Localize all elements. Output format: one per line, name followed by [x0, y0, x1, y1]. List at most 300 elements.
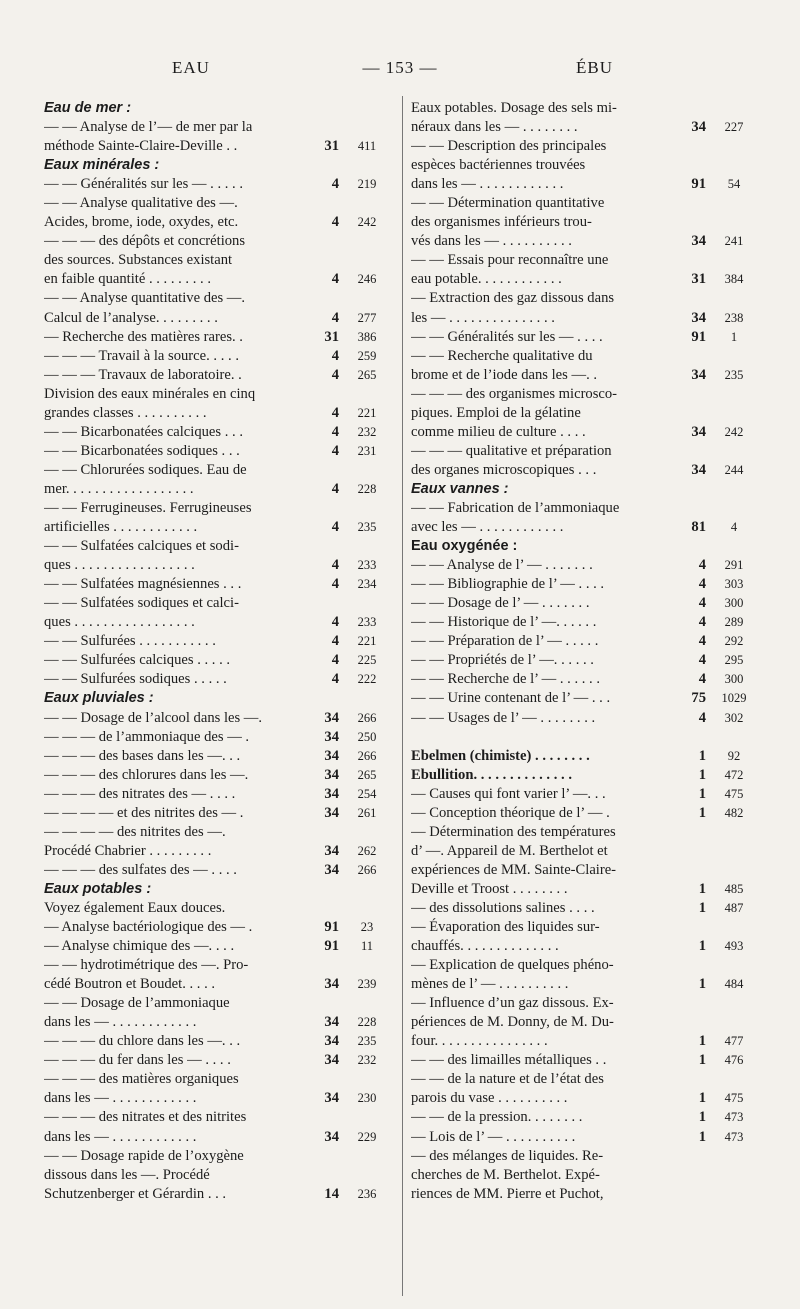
entry-text: — Explication de quelques phéno-: [411, 957, 614, 974]
volume-number: 91: [691, 176, 706, 193]
page-number: 54: [727, 177, 741, 192]
index-entry: [44, 670, 397, 689]
page-number: 235: [724, 367, 744, 382]
entry-text: — — — des matières organiques: [44, 1071, 239, 1088]
volume-number: 91: [324, 938, 339, 955]
entry-text: — — Dosage rapide de l’oxygène: [44, 1147, 244, 1164]
index-continuation-line: [411, 1147, 764, 1166]
page-number: 246: [357, 272, 377, 287]
page-number: 1029: [721, 691, 747, 706]
entry-text: méthode Sainte-Claire-Deville . .: [44, 138, 238, 155]
page-number: 228: [357, 481, 377, 496]
entry-text: — — — des nitrates et des nitrites: [44, 1109, 247, 1126]
entry-text: mènes de l’ — . . . . . . . . . .: [411, 976, 569, 993]
index-continuation-line: [411, 213, 764, 232]
entry-text: Eau oxygénée :: [411, 538, 518, 555]
entry-text: des sources. Substances existant: [44, 252, 233, 269]
entry-text: — — Description des principales: [411, 138, 607, 155]
page-number: 235: [357, 520, 377, 535]
index-entry: [44, 613, 397, 632]
page-number: 493: [724, 939, 744, 954]
volume-number: 1: [698, 766, 706, 783]
volume-number: 34: [324, 976, 339, 993]
volume-number: 1: [698, 938, 706, 955]
entry-text: dans les — . . . . . . . . . . . .: [44, 1014, 197, 1031]
page-number: 222: [357, 672, 377, 687]
entry-text: — — Sulfurées sodiques . . . . .: [44, 671, 227, 688]
entry-text: — Causes qui font varier l’ —. . .: [411, 785, 606, 802]
page-number: 289: [724, 615, 744, 630]
entry-text: — — Urine contenant de l’ — . . .: [411, 690, 611, 707]
page-number: 227: [724, 120, 744, 135]
volume-number: 34: [324, 785, 339, 802]
entry-text: mer. . . . . . . . . . . . . . . . . .: [44, 480, 194, 497]
index-continuation-line: [411, 1185, 764, 1204]
index-continuation-line: [44, 232, 397, 251]
entry-text: — — Historique de l’ —. . . . . .: [411, 614, 597, 631]
entry-text: Eaux potables :: [44, 880, 152, 897]
index-entry: [411, 556, 764, 575]
page-number: 242: [724, 424, 744, 439]
volume-number: 4: [331, 271, 339, 288]
left-index-column: [44, 99, 397, 1204]
entry-text: dans les — . . . . . . . . . . . .: [44, 1128, 197, 1145]
page-number: 254: [357, 786, 377, 801]
index-heading: [44, 156, 397, 175]
volume-number: 75: [691, 690, 706, 707]
volume-number: 4: [331, 214, 339, 231]
entry-text: Procédé Chabrier . . . . . . . . .: [44, 842, 212, 859]
index-entry: [411, 937, 764, 956]
volume-number: 91: [324, 919, 339, 936]
entry-text: — Analyse chimique des —. . . .: [44, 938, 235, 955]
index-entry: [44, 937, 397, 956]
index-continuation-line: [411, 385, 764, 404]
index-entry: [44, 1089, 397, 1108]
volume-number: 4: [698, 576, 706, 593]
index-entry: [411, 899, 764, 918]
page-number: 221: [357, 405, 377, 420]
page-number: 239: [357, 977, 377, 992]
page-number: 225: [357, 653, 377, 668]
index-entry: [44, 1051, 397, 1070]
volume-number: 34: [324, 709, 339, 726]
entry-text: cherches de M. Berthelot. Expé-: [411, 1166, 600, 1183]
index-entry: [44, 366, 397, 385]
entry-text: — — Sulfatées magnésiennes . . .: [44, 576, 242, 593]
index-entry: [44, 328, 397, 347]
page-number: 262: [357, 843, 377, 858]
volume-number: 4: [698, 709, 706, 726]
page-number: 259: [357, 348, 377, 363]
volume-number: 4: [331, 366, 339, 383]
entry-text: — — Recherche de l’ — . . . . . .: [411, 671, 600, 688]
index-entry: [411, 1089, 764, 1108]
page-number: 232: [357, 424, 377, 439]
index-heading: [44, 99, 397, 118]
volume-number: 34: [324, 1014, 339, 1031]
index-continuation-line: [44, 1108, 397, 1127]
index-entry: [44, 1185, 397, 1204]
volume-number: 4: [698, 671, 706, 688]
entry-text: — — — du fer dans les — . . . .: [44, 1052, 231, 1069]
entry-text: des organes microscopiques . . .: [411, 461, 597, 478]
page-number: 300: [724, 672, 744, 687]
index-entry: [44, 213, 397, 232]
index-entry: [44, 747, 397, 766]
index-entry: [44, 137, 397, 156]
entry-text: — des mélanges de liquides. Re-: [411, 1147, 604, 1164]
page-number: 11: [360, 939, 374, 954]
page-number: 487: [724, 900, 744, 915]
volume-number: 1: [698, 1052, 706, 1069]
index-continuation-line: [411, 1013, 764, 1032]
entry-text: — — Chlorurées sodiques. Eau de: [44, 461, 247, 478]
entry-text: des organismes inférieurs trou-: [411, 214, 592, 231]
volume-number: 4: [331, 557, 339, 574]
volume-number: 4: [698, 595, 706, 612]
entry-text: dans les — . . . . . . . . . . . .: [411, 176, 564, 193]
entry-text: Division des eaux minérales en cinq: [44, 385, 256, 402]
entry-text: — des dissolutions salines . . . .: [411, 899, 595, 916]
volume-number: 4: [331, 309, 339, 326]
volume-number: 1: [698, 880, 706, 897]
entry-text: parois du vase . . . . . . . . . .: [411, 1090, 568, 1107]
page-number: 384: [724, 272, 744, 287]
volume-number: 34: [691, 366, 706, 383]
entry-text: four. . . . . . . . . . . . . . . .: [411, 1033, 548, 1050]
index-continuation-line: [411, 251, 764, 270]
entry-text: Eaux minérales :: [44, 157, 160, 174]
index-continuation-line: [411, 956, 764, 975]
index-continuation-line: [44, 1070, 397, 1089]
index-entry: [411, 175, 764, 194]
entry-text: espèces bactériennes trouvées: [411, 157, 586, 174]
index-entry: [411, 766, 764, 785]
index-continuation-line: [411, 289, 764, 308]
entry-text: — — Détermination quantitative: [411, 195, 605, 212]
index-continuation-line: [44, 289, 397, 308]
page-number: 221: [357, 634, 377, 649]
entry-text: comme milieu de culture . . . .: [411, 423, 586, 440]
page-number: 244: [724, 462, 744, 477]
entry-text: — Influence d’un gaz dissous. Ex-: [411, 995, 614, 1012]
volume-number: 34: [324, 861, 339, 878]
index-entry: [44, 556, 397, 575]
page-number: 266: [357, 710, 377, 725]
volume-number: 34: [324, 1128, 339, 1145]
page-number: 4: [730, 520, 738, 535]
entry-text: Schutzenberger et Gérardin . . .: [44, 1185, 227, 1202]
index-continuation-line: [44, 385, 397, 404]
entry-text: — — — de l’ammoniaque des — .: [44, 728, 250, 745]
page-number: 475: [724, 786, 744, 801]
index-entry: [44, 632, 397, 651]
volume-number: 1: [698, 804, 706, 821]
page-number: 411: [357, 139, 377, 154]
page-number: 485: [724, 881, 744, 896]
entry-text: piques. Emploi de la gélatine: [411, 404, 581, 421]
volume-number: 31: [324, 138, 339, 155]
page-number: 476: [724, 1053, 744, 1068]
index-entry: [411, 594, 764, 613]
entry-text: — — Bibliographie de l’ — . . . .: [411, 576, 605, 593]
page-number: 231: [357, 443, 377, 458]
index-entry: [411, 309, 764, 328]
entry-text: — — Bicarbonatées sodiques . . .: [44, 442, 240, 459]
volume-number: 4: [331, 442, 339, 459]
index-entry: [411, 366, 764, 385]
index-entry: [411, 518, 764, 537]
index-continuation-line: [411, 442, 764, 461]
entry-text: — Évaporation des liquides sur-: [411, 919, 600, 936]
volume-number: 34: [691, 309, 706, 326]
index-entry: [411, 785, 764, 804]
volume-number: 34: [324, 1052, 339, 1069]
index-heading: [411, 480, 764, 499]
volume-number: 4: [331, 671, 339, 688]
volume-number: 4: [331, 633, 339, 650]
volume-number: 4: [698, 633, 706, 650]
page-number: 302: [724, 710, 744, 725]
volume-number: 4: [331, 404, 339, 421]
index-entry: [411, 747, 764, 766]
entry-text: — — Analyse qualitative des —.: [44, 195, 238, 212]
index-entry: [44, 842, 397, 861]
index-continuation-line: [44, 594, 397, 613]
entry-text: Eaux vannes :: [411, 480, 509, 497]
volume-number: 1: [698, 976, 706, 993]
entry-text: — Recherche des matières rares. .: [44, 328, 243, 345]
page-number: 229: [357, 1129, 377, 1144]
index-entry: [44, 442, 397, 461]
volume-number: 31: [691, 271, 706, 288]
entry-text: les — . . . . . . . . . . . . . . .: [411, 309, 555, 326]
entry-text: — Lois de l’ — . . . . . . . . . .: [411, 1128, 576, 1145]
entry-text: — — — du chlore dans les —. . .: [44, 1033, 241, 1050]
index-continuation-line: [44, 537, 397, 556]
index-continuation-line: [411, 347, 764, 366]
entry-text: — — — des chlorures dans les —.: [44, 766, 249, 783]
volume-number: 4: [331, 347, 339, 364]
page-number: 219: [357, 177, 377, 192]
volume-number: 34: [324, 1090, 339, 1107]
entry-text: Eau de mer :: [44, 100, 132, 116]
entry-text: périences de M. Donny, de M. Du-: [411, 1014, 614, 1031]
entry-text: — — Fabrication de l’ammoniaque: [411, 499, 620, 516]
page-number: 233: [357, 615, 377, 630]
volume-number: 34: [324, 1033, 339, 1050]
page-number: 291: [724, 558, 744, 573]
index-entry: [44, 918, 397, 937]
index-entry: [44, 518, 397, 537]
index-continuation-line: [44, 461, 397, 480]
index-entry: [411, 328, 764, 347]
entry-text: d’ —. Appareil de M. Berthelot et: [411, 842, 608, 859]
index-continuation-line: [44, 1147, 397, 1166]
entry-text: — — Sulfatées calciques et sodi-: [44, 538, 239, 555]
page-number: 232: [357, 1053, 377, 1068]
volume-number: 34: [324, 842, 339, 859]
entry-text: — — Analyse quantitative des —.: [44, 290, 246, 307]
page-number: 475: [724, 1091, 744, 1106]
entry-text: artificielles . . . . . . . . . . . .: [44, 519, 198, 536]
page-number: 233: [357, 558, 377, 573]
page-number: 23: [360, 920, 374, 935]
index-continuation-line: [44, 899, 397, 918]
entry-text: eau potable. . . . . . . . . . . .: [411, 271, 562, 288]
volume-number: 4: [698, 557, 706, 574]
index-entry: [44, 1128, 397, 1147]
entry-text: Calcul de l’analyse. . . . . . . . .: [44, 309, 218, 326]
index-entry: [411, 804, 764, 823]
entry-text: Voyez également Eaux douces.: [44, 899, 226, 916]
index-entry: [44, 861, 397, 880]
index-continuation-line: [44, 994, 397, 1013]
entry-text: — — Sulfurées . . . . . . . . . . .: [44, 633, 216, 650]
page-number: 238: [724, 310, 744, 325]
index-entry: [44, 709, 397, 728]
volume-number: 34: [691, 119, 706, 136]
index-entry: [411, 975, 764, 994]
entry-text: Ebullition. . . . . . . . . . . . . .: [411, 766, 572, 783]
index-entry: [411, 880, 764, 899]
index-entry: [44, 785, 397, 804]
page-number: 265: [357, 767, 377, 782]
volume-number: 4: [331, 519, 339, 536]
right-index-column: [411, 99, 764, 1204]
page-number: 477: [724, 1034, 744, 1049]
index-entry: [411, 651, 764, 670]
entry-text: — — Dosage de l’alcool dans les —.: [44, 709, 263, 726]
volume-number: 34: [691, 461, 706, 478]
index-continuation-line: [411, 499, 764, 518]
page-number: 303: [724, 577, 744, 592]
entry-text: — — — Travaux de laboratoire. .: [44, 366, 242, 383]
index-entry: [411, 613, 764, 632]
entry-text: — — Sulfatées sodiques et calci-: [44, 595, 239, 612]
page-number: 242: [357, 215, 377, 230]
page-number: 234: [357, 577, 377, 592]
volume-number: 34: [691, 233, 706, 250]
volume-number: 1: [698, 785, 706, 802]
index-entry: [411, 575, 764, 594]
entry-text: — — Propriétés de l’ —. . . . . .: [411, 652, 594, 669]
entry-text: Deville et Troost . . . . . . . .: [411, 880, 568, 897]
index-continuation-line: [44, 823, 397, 842]
page-number: 266: [357, 862, 377, 877]
index-continuation-line: [44, 1166, 397, 1185]
index-entry: [44, 975, 397, 994]
page-number: 230: [357, 1091, 377, 1106]
header-right-word: ÉBU: [576, 58, 613, 77]
page-number: 250: [357, 729, 377, 744]
index-entry: [44, 728, 397, 747]
index-entry: [44, 347, 397, 366]
index-continuation-line: [411, 137, 764, 156]
entry-text: — Détermination des températures: [411, 823, 616, 840]
index-continuation-line: [411, 1166, 764, 1185]
volume-number: 4: [331, 614, 339, 631]
index-continuation-line: [44, 251, 397, 270]
index-continuation-line: [411, 99, 764, 118]
volume-number: 91: [691, 328, 706, 345]
header-page-number: — 153 —: [362, 58, 438, 77]
volume-number: 34: [324, 804, 339, 821]
entry-text: — — Recherche qualitative du: [411, 347, 593, 364]
index-entry: [411, 270, 764, 289]
page-number: 1: [730, 329, 738, 344]
entry-text: — — — — et des nitrites des — .: [44, 804, 244, 821]
entry-text: — — — des bases dans les —. . .: [44, 747, 241, 764]
page-number: 295: [724, 653, 744, 668]
entry-text: expériences de MM. Sainte-Claire-: [411, 861, 617, 878]
entry-text: ques . . . . . . . . . . . . . . . . .: [44, 557, 195, 574]
entry-text: riences de MM. Pierre et Puchot,: [411, 1185, 604, 1202]
entry-text: — — Analyse de l’— de mer par la: [44, 119, 253, 136]
index-entry: [44, 423, 397, 442]
index-entry: [411, 1108, 764, 1127]
volume-number: 1: [698, 899, 706, 916]
entry-text: — — — des dépôts et concrétions: [44, 233, 246, 250]
volume-number: 34: [324, 766, 339, 783]
volume-number: 4: [331, 652, 339, 669]
entry-text: — — Généralités sur les — . . . . .: [44, 176, 244, 193]
index-entry: [44, 1032, 397, 1051]
volume-number: 4: [698, 614, 706, 631]
page-number: 277: [357, 310, 377, 325]
index-entry: [411, 232, 764, 251]
index-continuation-line: [411, 404, 764, 423]
volume-number: 1: [698, 1033, 706, 1050]
entry-text: brome et de l’iode dans les —. .: [411, 366, 598, 383]
page-number: 228: [357, 1015, 377, 1030]
entry-text: — — Préparation de l’ — . . . . .: [411, 633, 599, 650]
index-entry: [44, 804, 397, 823]
entry-text: vés dans les — . . . . . . . . . .: [411, 233, 572, 250]
index-continuation-line: [411, 156, 764, 175]
index-entry: [44, 1013, 397, 1032]
index-continuation-line: [44, 118, 397, 137]
index-continuation-line: [411, 842, 764, 861]
entry-text: — Conception théorique de l’ — .: [411, 804, 610, 821]
page-number: 473: [724, 1110, 744, 1125]
index-continuation-line: [411, 861, 764, 880]
entry-text: Eaux pluviales :: [44, 690, 154, 707]
index-continuation-line: [44, 956, 397, 975]
index-entry: [44, 651, 397, 670]
volume-number: 34: [324, 747, 339, 764]
volume-number: 4: [331, 176, 339, 193]
entry-text: néraux dans les — . . . . . . . .: [411, 119, 578, 136]
blank-line: [411, 728, 764, 747]
page-number: 266: [357, 748, 377, 763]
entry-text: — — Bicarbonatées calciques . . .: [44, 423, 243, 440]
page-header: [0, 58, 800, 88]
page-number: 261: [357, 805, 377, 820]
index-continuation-line: [411, 823, 764, 842]
page-number: 473: [724, 1129, 744, 1144]
index-entry: [44, 270, 397, 289]
page-number: 484: [724, 977, 744, 992]
entry-text: — — Sulfurées calciques . . . . .: [44, 652, 231, 669]
entry-text: avec les — . . . . . . . . . . . .: [411, 519, 564, 536]
index-entry: [411, 670, 764, 689]
index-entry: [44, 575, 397, 594]
page-number: 236: [357, 1186, 377, 1201]
index-heading: [44, 880, 397, 899]
entry-text: — — Dosage de l’ammoniaque: [44, 995, 230, 1012]
